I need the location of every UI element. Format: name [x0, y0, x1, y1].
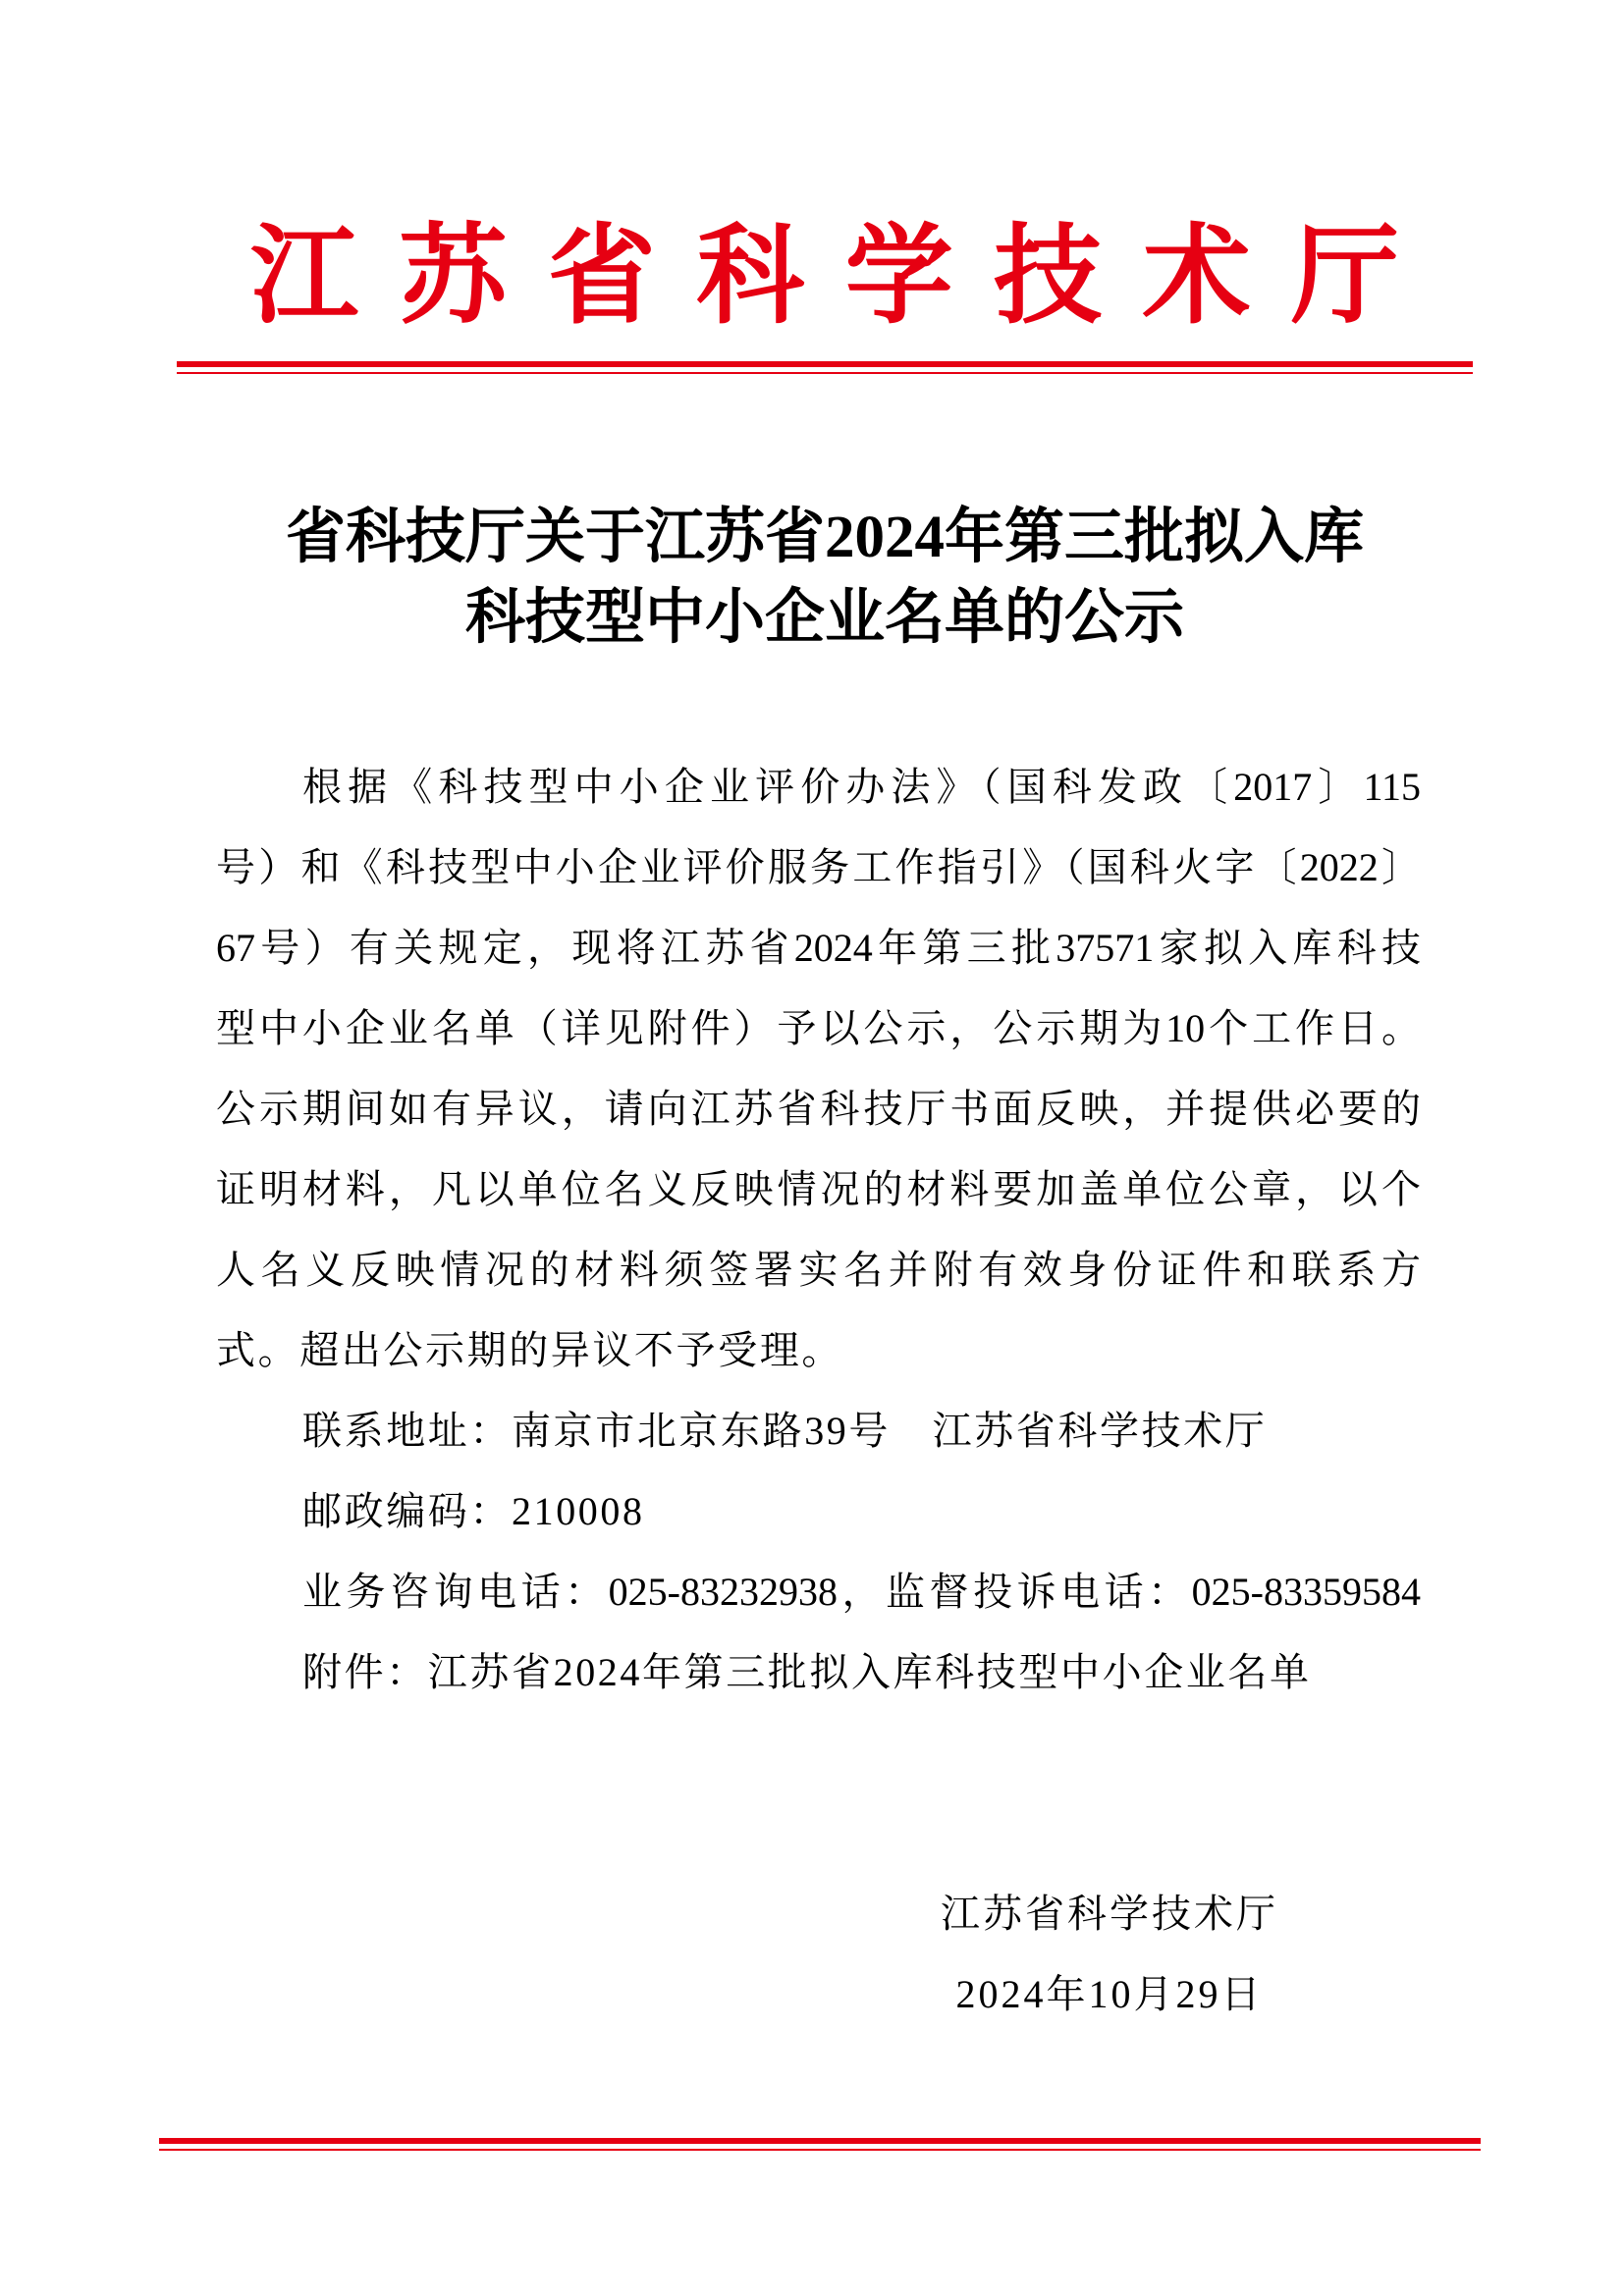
- body-line: 号）和《科技型中小企业评价服务工作指引》（国科火字〔2022〕: [216, 845, 1421, 889]
- body-line: 型中小企业名单（详见附件）予以公示，公示期为10个工作日。: [216, 1006, 1421, 1050]
- signature-issuer: 江苏省科学技术厅: [941, 1892, 1278, 1936]
- body-line: 人名义反映情况的材料须签署实名并附有效身份证件和联系方: [216, 1248, 1421, 1292]
- footer-rule-thin: [159, 2149, 1481, 2151]
- body-line: 公示期间如有异议，请向江苏省科技厅书面反映，并提供必要的: [216, 1087, 1421, 1131]
- notice-body: [216, 747, 1421, 1713]
- body-line: 式。超出公示期的异议不予受理。: [216, 1328, 843, 1372]
- signature-block: [884, 1874, 1335, 2035]
- contact-phones: 业务咨询电话：025-83232938，监督投诉电话：025-83359584: [302, 1570, 1421, 1614]
- title-line: 科技型中小企业名单的公示: [464, 585, 1184, 651]
- attachment-line: 附件：江苏省2024年第三批拟入库科技型中小企业名单: [302, 1650, 1312, 1694]
- contact-postcode: 邮政编码：210008: [302, 1489, 645, 1533]
- title-line: 省科技厅关于江苏省2024年第三批拟入库: [285, 505, 1364, 570]
- notice-title: [177, 498, 1473, 659]
- letterhead-agency-name: 江苏省科学技术厅: [250, 217, 1399, 337]
- letterhead-rule-thick: [177, 361, 1473, 367]
- body-line: 根据《科技型中小企业评价办法》（国科发政〔2017〕115: [302, 765, 1421, 809]
- signature-date: 2024年10月29日: [955, 1972, 1264, 2016]
- footer-rule-thick: [159, 2138, 1481, 2144]
- letterhead-rule-thin: [177, 372, 1473, 374]
- body-line: 证明材料，凡以单位名义反映情况的材料要加盖单位公章，以个: [216, 1167, 1421, 1211]
- contact-address: 联系地址：南京市北京东路39号 江苏省科学技术厅: [302, 1409, 1268, 1453]
- body-line: 67号）有关规定，现将江苏省2024年第三批37571家拟入库科技: [216, 926, 1421, 970]
